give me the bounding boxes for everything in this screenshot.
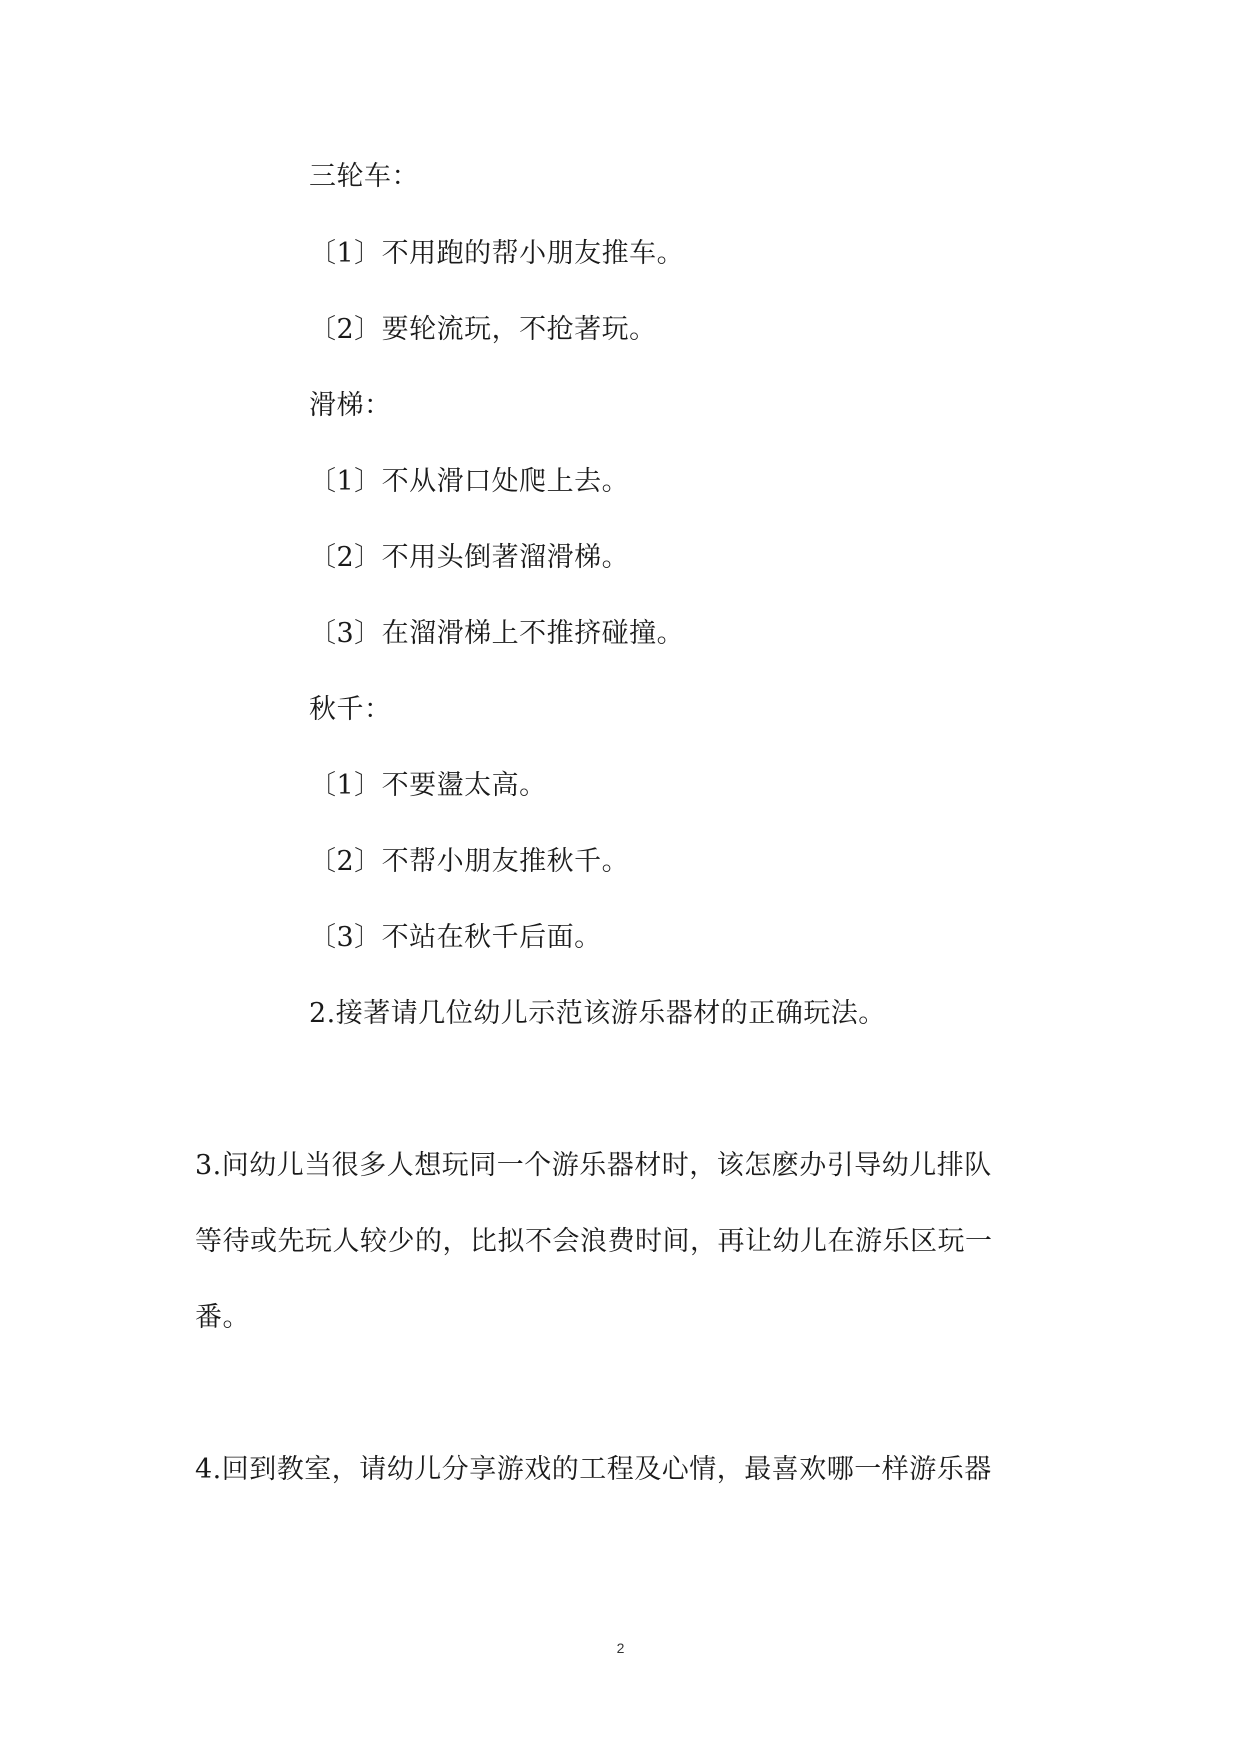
step-4-line-1: 4.回到教室，请幼儿分享游戏的工程及心情，最喜欢哪一样游乐器 bbox=[195, 1454, 992, 1485]
rule-line: 〔1〕不从滑口处爬上去。 bbox=[309, 466, 630, 497]
rule-line: 〔3〕不站在秋千后面。 bbox=[309, 922, 602, 953]
section-heading-slide: 滑梯： bbox=[309, 390, 392, 421]
rule-line: 〔1〕不用跑的帮小朋友推车。 bbox=[309, 238, 685, 269]
step-3-line-2: 等待或先玩人较少的，比拟不会浪费时间，再让幼儿在游乐区玩一 bbox=[195, 1226, 993, 1257]
rule-line: 〔2〕不用头倒著溜滑梯。 bbox=[309, 542, 630, 573]
step-3-line-1: 3.问幼儿当很多人想玩同一个游乐器材时，该怎麽办引导幼儿排队 bbox=[195, 1150, 992, 1181]
rule-line: 〔2〕要轮流玩，不抢著玩。 bbox=[309, 314, 657, 345]
page-number: 2 bbox=[616, 1640, 625, 1656]
rule-line: 〔2〕不帮小朋友推秋千。 bbox=[309, 846, 630, 877]
step-3-line-3: 番。 bbox=[195, 1302, 250, 1333]
rule-line: 〔1〕不要盪太高。 bbox=[309, 770, 547, 801]
section-heading-swing: 秋千： bbox=[309, 694, 392, 725]
section-heading-tricycle: 三轮车： bbox=[309, 161, 419, 192]
rule-line: 〔3〕在溜滑梯上不推挤碰撞。 bbox=[309, 618, 685, 649]
step-2-line: 2.接著请几位幼儿示范该游乐器材的正确玩法。 bbox=[309, 998, 886, 1029]
